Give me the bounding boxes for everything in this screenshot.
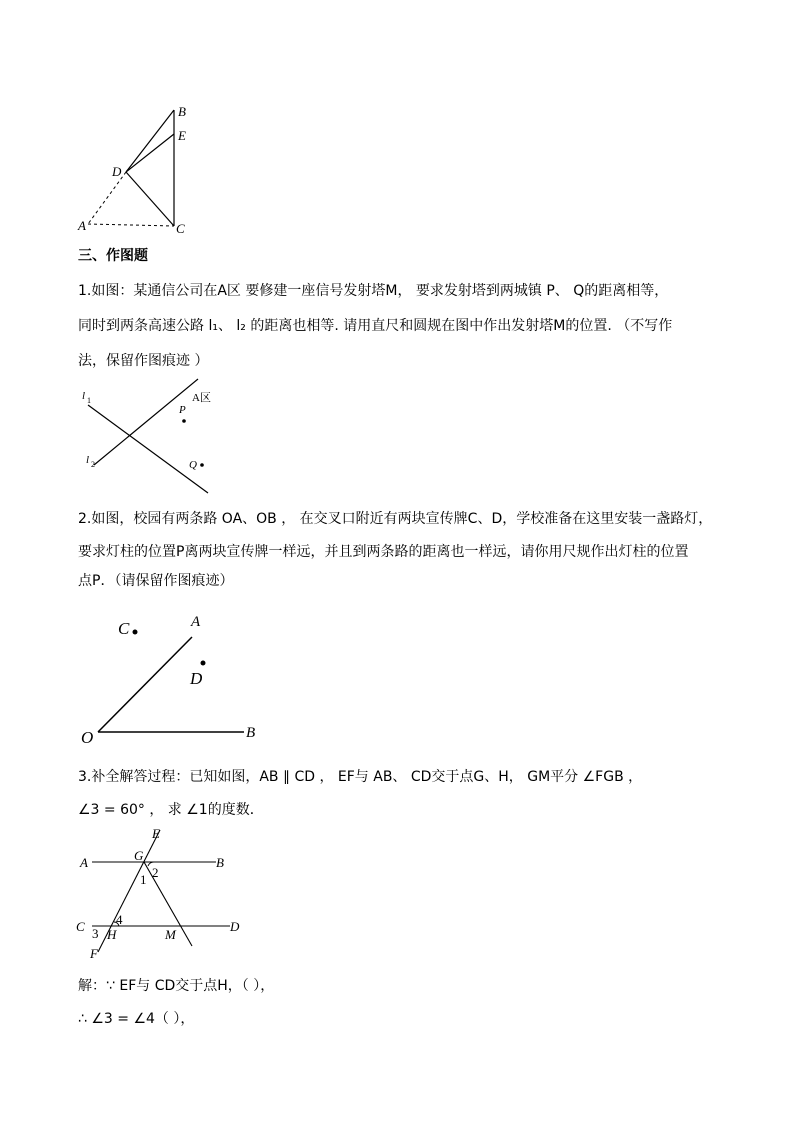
label-M: M xyxy=(165,927,176,942)
figure-q3 xyxy=(70,822,250,962)
point-C xyxy=(133,630,138,635)
q1-line2: 同时到两条高速公路 l₁、 l₂ 的距离也相等. 请用直尺和圆规在图中作出发射塔M的位置. （不写作 xyxy=(78,318,673,334)
figure-q1 xyxy=(78,375,218,500)
label-C: C xyxy=(76,919,85,934)
label-C: C xyxy=(176,221,185,236)
figure-q2 xyxy=(78,605,278,750)
label-l1-sub: 1 xyxy=(87,396,91,405)
q3-solution-line1: 解：∵ EF与 CD交于点H，（ ）， xyxy=(78,978,275,994)
label-D: D xyxy=(112,164,122,179)
q2-line3: 点P．（请保留作图痕迹） xyxy=(78,573,234,589)
q3-solution-line2: ∴ ∠3 = ∠4（ ）， xyxy=(78,1011,195,1027)
point-Q xyxy=(200,463,204,467)
q2-line1: 2.如图，校园有两条路 OA、OB ， 在交叉口附近有两块宣传牌C、D，学校准备在这里安装一盏路灯， xyxy=(78,511,713,527)
label-B: B xyxy=(246,725,256,741)
label-F: F xyxy=(90,946,98,961)
q1-line3: 法，保留作图痕迹 ） xyxy=(78,353,209,369)
label-B: B xyxy=(178,104,186,119)
q2-line2: 要求灯柱的位置P离两块宣传牌一样远，并且到两条路的距离也一样远，请你用尺规作出灯柱的位置 xyxy=(78,544,689,560)
label-l1: l xyxy=(82,390,86,402)
label-l2: l xyxy=(86,454,90,466)
label-H: H xyxy=(107,927,117,942)
label-A: A xyxy=(78,218,86,233)
label-G: G xyxy=(134,848,144,863)
label-angle-4: 4 xyxy=(116,912,123,927)
q1-line1: 1.如图：某通信公司在A区 要修建一座信号发射塔M， 要求发射塔到两城镇 P、 Q的距离相等， xyxy=(78,283,669,299)
label-D: D xyxy=(230,919,240,934)
label-P: P xyxy=(179,404,186,416)
label-A: A xyxy=(80,855,88,870)
label-angle-2: 2 xyxy=(152,865,159,880)
point-P xyxy=(182,419,186,423)
label-angle-3: 3 xyxy=(92,926,99,941)
figure-triangle xyxy=(70,100,210,240)
label-Q: Q xyxy=(189,459,197,471)
q3-line1: 3.补全解答过程：已知如图，AB ∥ CD ， EF与 AB、 CD交于点G、H， GM平分 ∠FGB ， xyxy=(78,769,643,785)
label-A: A xyxy=(191,614,201,630)
section-title: 三、作图题 xyxy=(78,248,148,264)
label-angle-1: 1 xyxy=(140,872,147,887)
point-D xyxy=(201,661,206,666)
label-D: D xyxy=(190,669,203,688)
label-C: C xyxy=(118,619,130,638)
label-E: E xyxy=(152,826,160,841)
q3-line2: ∠3 = 60° ， 求 ∠1的度数． xyxy=(78,802,264,818)
label-l2-sub: 2 xyxy=(91,460,95,469)
label-area: A区 xyxy=(192,392,211,404)
label-O: O xyxy=(81,728,94,747)
label-B: B xyxy=(216,855,224,870)
label-E: E xyxy=(178,128,186,143)
